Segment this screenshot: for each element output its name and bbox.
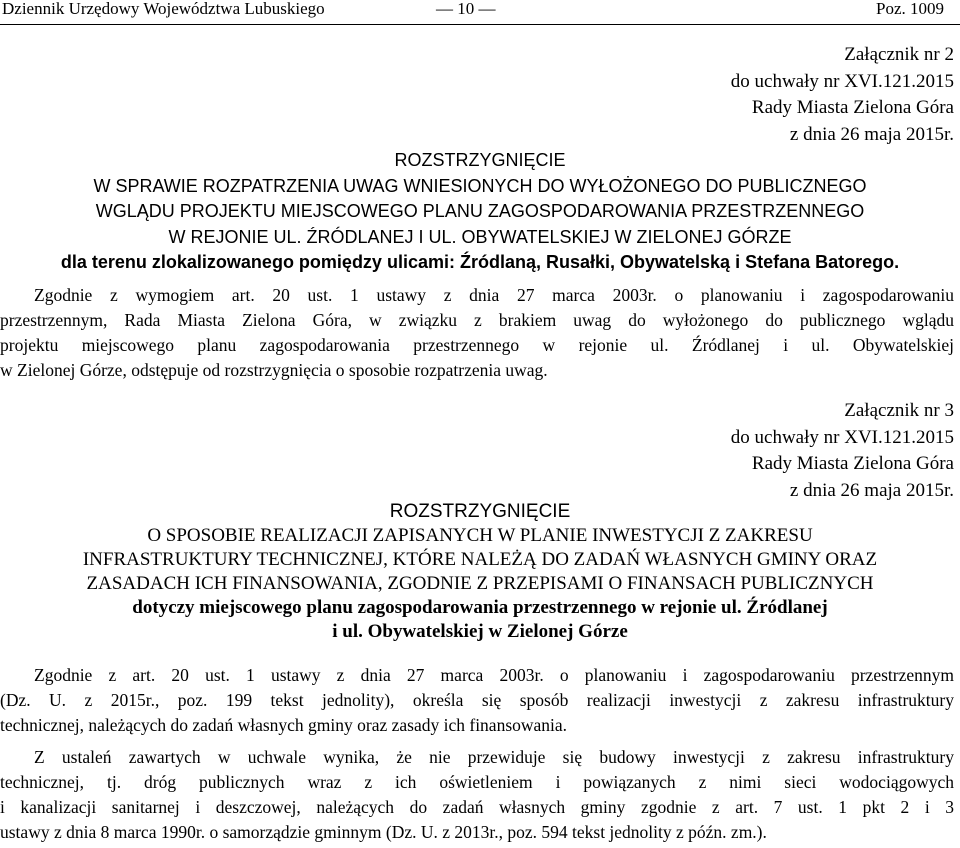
annex-2-resolution: do uchwały nr XVI.121.2015 [730,70,954,92]
paragraph-line: Zgodnie z wymogiem art. 20 ust. 1 ustawy z dnia 27 marca 2003r. o planowaniu i zagospodarowaniu [34,285,954,305]
paragraph-line: (Dz. U. z 2015r., poz. 199 tekst jednolity), określa się sposób realizacji inwestycji z zakresu infrastruktury [0,690,954,710]
paragraph-line: Z ustaleń zawartych w uchwale wynika, że nie przewiduje się budowy inwestycji z zakresu infrastruktury [34,747,954,767]
page-header [0,0,960,25]
annex-2-block [731,42,954,148]
paragraph-line: ustawy z dnia 8 marca 1990r. o samorządzie gminnym (Dz. U. z 2013r., poz. 594 tekst jednolity z późn. zm.). [0,822,767,842]
position-number: Poz. 1009 [876,0,944,18]
annex-3-number: Załącznik nr 3 [844,400,954,421]
annex-2-number: Załącznik nr 2 [844,44,954,65]
section-1-title-line: W REJONIE UL. ŹRÓDLANEJ I UL. OBYWATELSKIEJ W ZIELONEJ GÓRZE [168,226,792,247]
section-2-title-line: INFRASTRUKTURY TECHNICZNEJ, KTÓRE NALEŻĄ DO ZADAŃ WŁASNYCH GMINY ORAZ [82,549,878,570]
section-2-heading: ROZSTRZYGNIĘCIE [389,501,571,522]
paragraph-line: w Zielonej Górze, odstępuje od rozstrzygnięcia o sposobie rozpatrzenia uwag. [0,360,548,380]
paragraph-line: projektu miejscowego planu zagospodarowania przestrzennego w rejonie ul. Źródlanej i ul. Obywatelskiej [0,335,954,355]
section-2-paragraph-2 [0,745,954,845]
annex-3-resolution: do uchwały nr XVI.121.2015 [730,426,954,448]
annex-2-date: z dnia 26 maja 2015r. [789,123,954,145]
section-2-paragraph-1 [0,663,954,738]
section-1-paragraph [0,283,954,383]
annex-2-council: Rady Miasta Zielona Góra [751,97,954,118]
section-1-heading: ROZSTRZYGNIĘCIE [394,150,566,170]
paragraph-line: przestrzennym, Rada Miasta Zielona Góra, w związku z brakiem uwag do wyłożonego do publicznego wglądu [0,310,954,330]
section-2-title [0,500,960,644]
annex-3-date: z dnia 26 maja 2015r. [789,479,954,501]
journal-name: Dziennik Urzędowy Województwa Lubuskiego [2,0,325,18]
paragraph-line: Zgodnie z art. 20 ust. 1 ustawy z dnia 27 marca 2003r. o planowaniu i zagospodarowaniu przestrzennym [34,665,954,685]
section-2-title-line: ZASADACH ICH FINANSOWANIA, ZGODNIE Z PRZEPISAMI O FINANSACH PUBLICZNYCH [86,573,874,594]
page-number: — 10 — [436,0,496,18]
paragraph-line: i kanalizacji sanitarnej i deszczowej, należących do zadań własnych gminy zgodnie z art. 7 ust. 1 pkt 2 i 3 [0,797,954,817]
section-1-title-line: W SPRAWIE ROZPATRZENIA UWAG WNIESIONYCH DO WYŁOŻONEGO DO PUBLICZNEGO [93,175,867,196]
paragraph-line: technicznej, tj. dróg publicznych wraz z ich oświetleniem i powiązanych z nimi sieci wodociągowych [0,772,954,792]
section-1-title [0,148,960,276]
paragraph-line: technicznej, należących do zadań własnych gminy oraz zasady ich finansowania. [0,715,568,735]
annex-3-council: Rady Miasta Zielona Góra [751,453,954,474]
section-2-title-line: O SPOSOBIE REALIZACJI ZAPISANYCH W PLANIE INWESTYCJI Z ZAKRESU [147,525,813,546]
section-2-subtitle: dotyczy miejscowego planu zagospodarowania przestrzennego w rejonie ul. Źródlanej [132,597,828,618]
section-1-title-line: WGLĄDU PROJEKTU MIEJSCOWEGO PLANU ZAGOSPODAROWANIA PRZESTRZENNEGO [95,201,865,221]
section-1-subtitle: dla terenu zlokalizowanego pomiędzy ulicami: Źródlaną, Rusałki, Obywatelską i Stefana Batorego. [60,252,900,272]
annex-3-block [731,398,954,504]
section-2-subtitle: i ul. Obywatelskiej w Zielonej Górze [332,621,628,642]
